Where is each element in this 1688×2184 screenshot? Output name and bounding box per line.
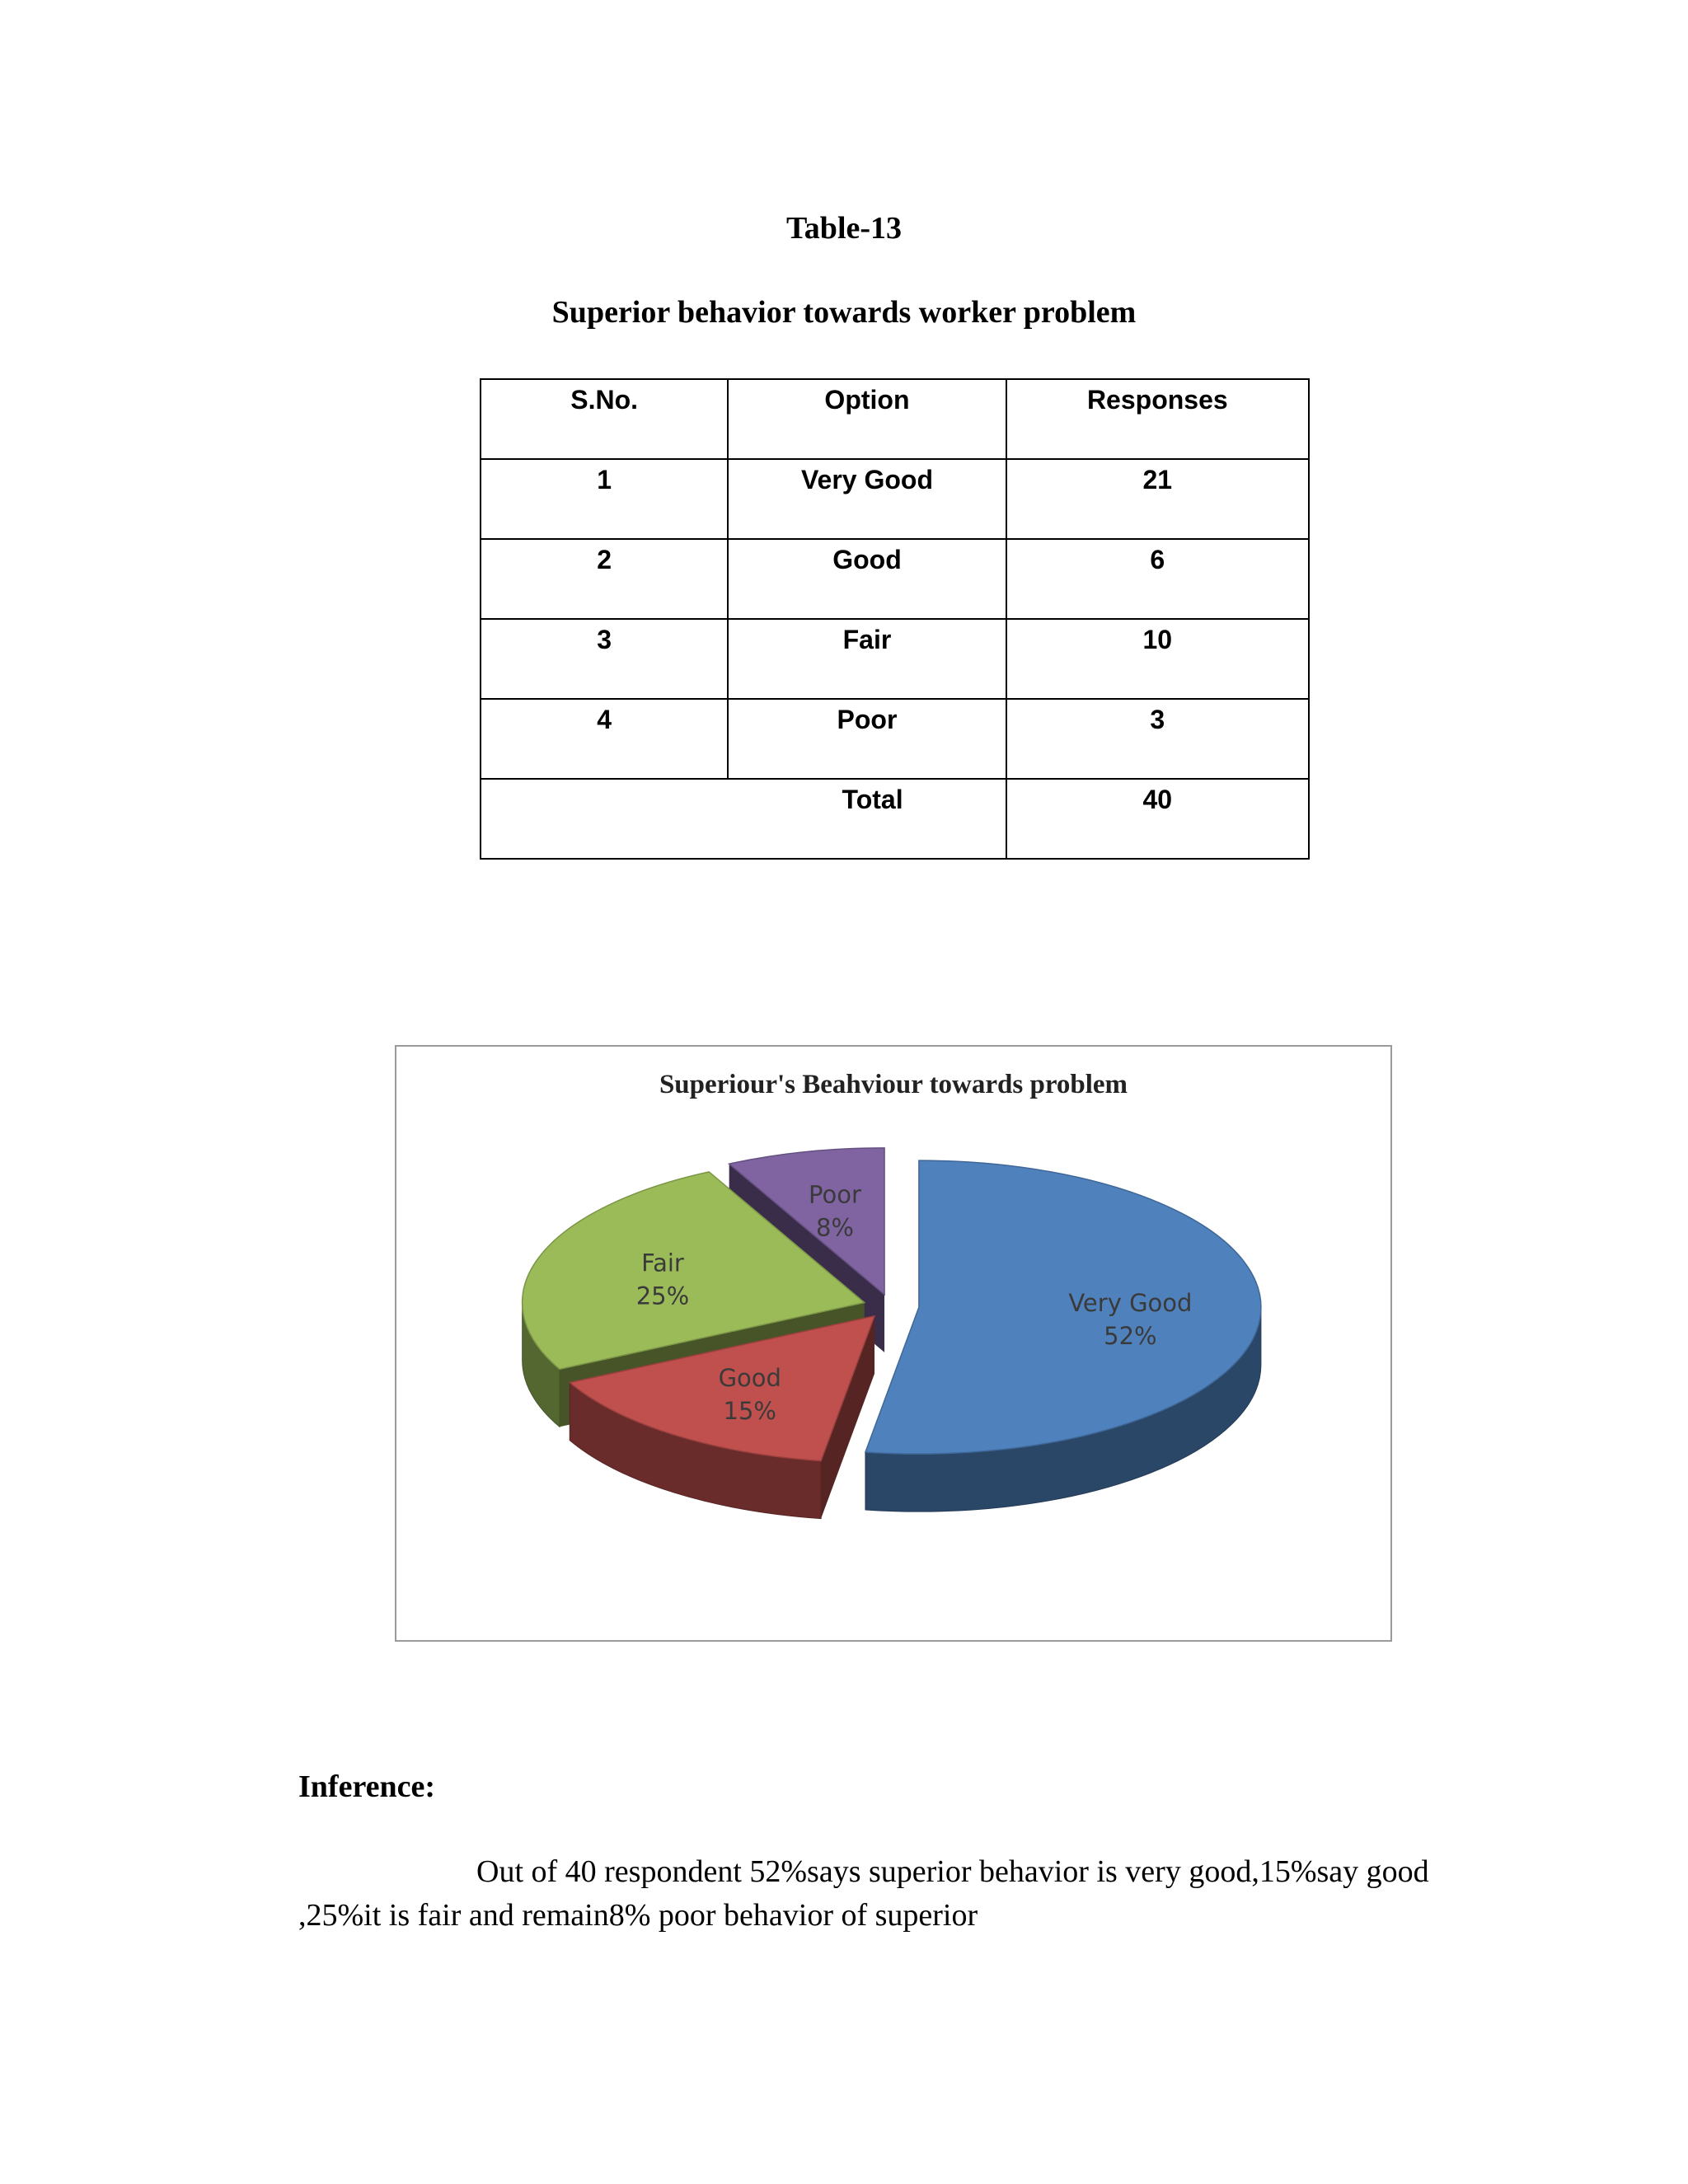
table-row [481,539,1309,619]
cell-responses: 6 [1006,539,1309,619]
pie-chart [395,1045,1392,1642]
cell-option: Very Good [728,459,1006,539]
cell-sno: 2 [481,539,728,619]
table-title: Superior behavior towards worker problem [551,295,1137,330]
responses-table [480,378,1310,860]
cell-sno: 4 [481,699,728,779]
total-responses: 40 [1006,779,1309,859]
cell-responses: 21 [1006,459,1309,539]
pie-chart-plot [396,1047,1390,1640]
table-row [481,619,1309,699]
table-number: Table-13 [785,211,903,246]
inference-heading: Inference: [298,1769,436,1804]
cell-responses: 10 [1006,619,1309,699]
header-option: Option [728,379,1006,459]
cell-option: Poor [728,699,1006,779]
total-label: Total [481,779,1006,859]
slice-label-good: Good [718,1364,781,1393]
cell-sno: 3 [481,619,728,699]
slice-label-poor: Poor [809,1180,861,1209]
cell-option: Good [728,539,1006,619]
slice-label-very-good: Very Good [1068,1288,1193,1317]
header-responses: Responses [1006,379,1309,459]
slice-label-fair: Fair [641,1249,684,1277]
table-row [481,459,1309,539]
table-total-row [481,779,1309,859]
slice-percent-good: 15% [723,1397,777,1426]
table-row [481,699,1309,779]
slice-percent-very-good: 52% [1104,1321,1157,1350]
slice-percent-fair: 25% [635,1282,690,1310]
table-header-row [481,379,1309,459]
cell-responses: 3 [1006,699,1309,779]
cell-option: Fair [728,619,1006,699]
cell-sno: 1 [481,459,728,539]
chart-title: Superiour's Beahviour towards problem [659,1070,1128,1099]
slice-percent-poor: 8% [815,1213,855,1242]
inference-text: Out of 40 respondent 52%says superior behavior is very good,15%say good ,25%it is fair and remain8% poor behavior of superior [298,1854,1429,1933]
header-sno: S.No. [481,379,728,459]
